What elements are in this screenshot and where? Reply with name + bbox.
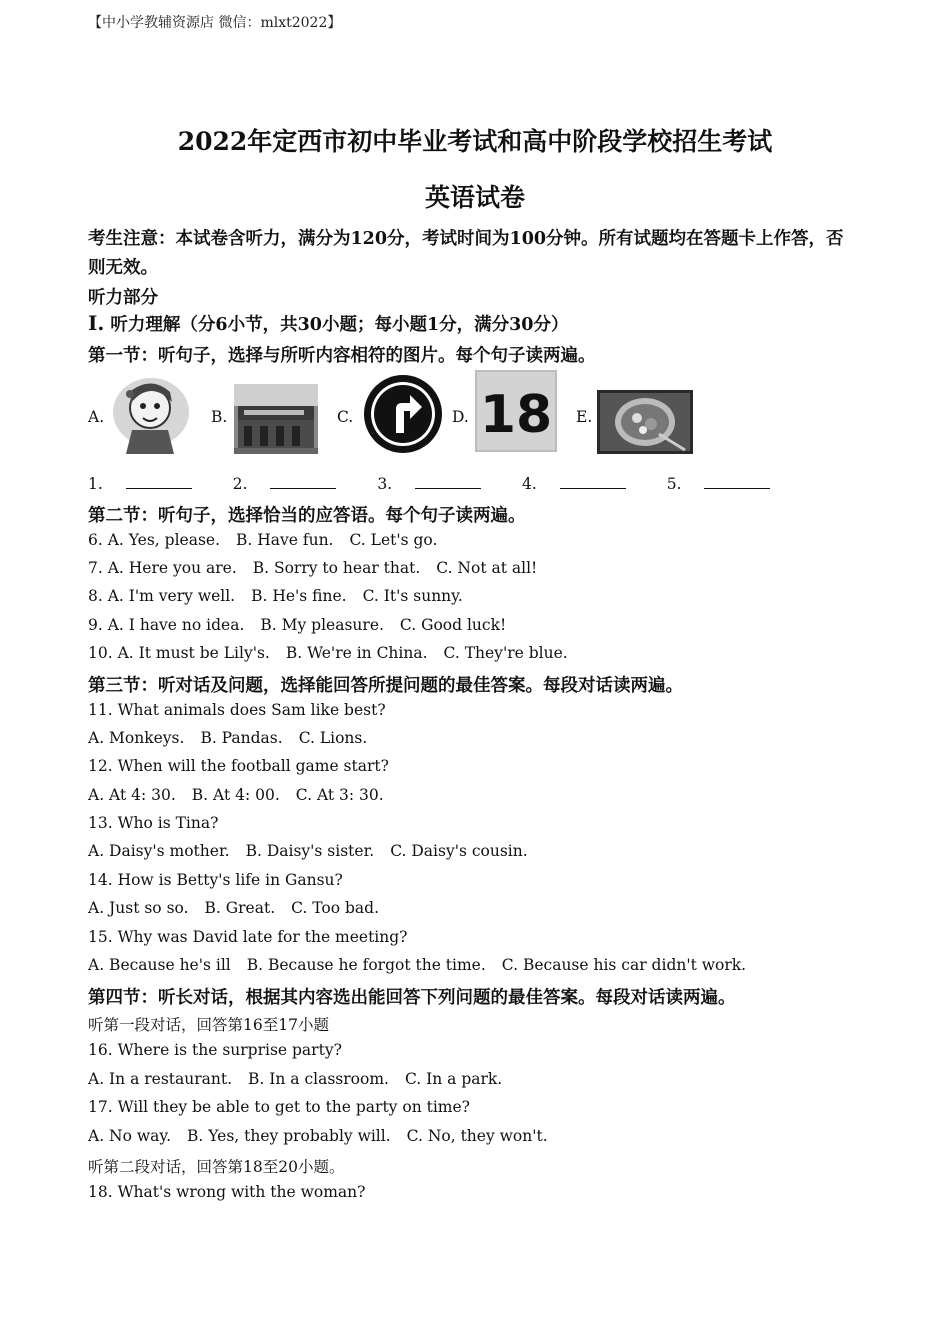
exam-title: 2022年定西市初中毕业考试和高中阶段学校招生考试 [177, 127, 773, 156]
number-18-icon [475, 370, 557, 452]
listening-part-heading: 听力部分 [88, 288, 158, 308]
picture-label-a: A. [88, 408, 105, 426]
blank-3[interactable]: 3. [377, 475, 499, 493]
question-14-options: A. Just so so. B. Great. C. Too bad. [88, 899, 380, 917]
blank-5[interactable]: 5. [667, 475, 789, 493]
question-12: 12. When will the football game start? [88, 757, 389, 775]
answer-blanks [88, 474, 806, 493]
turn-right-sign-icon [362, 373, 444, 455]
question-14: 14. How is Betty's life in Gansu? [88, 871, 343, 889]
blank-2[interactable]: 2. [233, 475, 355, 493]
question-7: 7. A. Here you are. B. Sorry to hear that. C. Not at all! [88, 559, 538, 577]
page-header: 【中小学教辅资源店 微信：mlxt2022】 [88, 15, 342, 31]
picture-label-b: B. [211, 408, 228, 426]
picture-label-e: E. [576, 408, 593, 426]
question-17-options: A. No way. B. Yes, they probably will. C. No, they won't. [88, 1127, 548, 1145]
section-4-title: 第四节：听长对话，根据其内容选出能回答下列问题的最佳答案。每段对话读两遍。 [88, 988, 736, 1008]
question-15-options: A. Because he's ill B. Because he forgot the time. C. Because his car didn't work. [88, 956, 747, 974]
exam-notice: 考生注意：本试卷含听力，满分为120分，考试时间为100分钟。所有试题均在答题卡上作答，否则无效。 [88, 229, 844, 278]
girl-face-icon [110, 374, 192, 454]
question-18: 18. What's wrong with the woman? [88, 1183, 366, 1201]
blank-1[interactable]: 1. [88, 475, 210, 493]
dialogue-1-intro: 听第一段对话，回答第16至17小题 [88, 1016, 329, 1034]
dialogue-2-intro: 听第二段对话，回答第18至20小题。 [88, 1158, 345, 1176]
section-i-text: 听力理解（分6小节，共30小题；每小题1分，满分30分） [104, 315, 569, 335]
question-11-options: A. Monkeys. B. Pandas. C. Lions. [88, 729, 368, 747]
number-18-text: 18 [479, 385, 553, 445]
question-11: 11. What animals does Sam like best? [88, 701, 386, 719]
question-17: 17. Will they be able to get to the party on time? [88, 1098, 470, 1116]
question-9: 9. A. I have no idea. B. My pleasure. C. Good luck! [88, 616, 507, 634]
section-1-title: 第一节：听句子，选择与所听内容相符的图片。每个句子读两遍。 [88, 346, 596, 366]
question-16: 16. Where is the surprise party? [88, 1041, 342, 1059]
question-10: 10. A. It must be Lily's. B. We're in China. C. They're blue. [88, 644, 568, 662]
picture-label-c: C. [337, 408, 354, 426]
section-i-heading [88, 311, 568, 336]
section-3-title: 第三节：听对话及问题，选择能回答所提问题的最佳答案。每段对话读两遍。 [88, 676, 683, 696]
section-roman-numeral: I. [88, 311, 105, 335]
question-16-options: A. In a restaurant. B. In a classroom. C. In a park. [88, 1070, 503, 1088]
question-13: 13. Who is Tina? [88, 814, 219, 832]
blank-4[interactable]: 4. [522, 475, 644, 493]
picture-options [88, 370, 708, 460]
question-15: 15. Why was David late for the meeting? [88, 928, 408, 946]
question-13-options: A. Daisy's mother. B. Daisy's sister. C. Daisy's cousin. [88, 842, 528, 860]
food-plate-icon [597, 390, 693, 454]
question-8: 8. A. I'm very well. B. He's fine. C. It's sunny. [88, 587, 463, 605]
picture-label-d: D. [452, 408, 469, 426]
section-2-title: 第二节：听句子，选择恰当的应答语。每个句子读两遍。 [88, 506, 526, 526]
question-6: 6. A. Yes, please. B. Have fun. C. Let's go. [88, 531, 438, 549]
building-icon [234, 384, 318, 454]
exam-subtitle: 英语试卷 [424, 183, 525, 212]
question-12-options: A. At 4: 30. B. At 4: 00. C. At 3: 30. [88, 786, 384, 804]
